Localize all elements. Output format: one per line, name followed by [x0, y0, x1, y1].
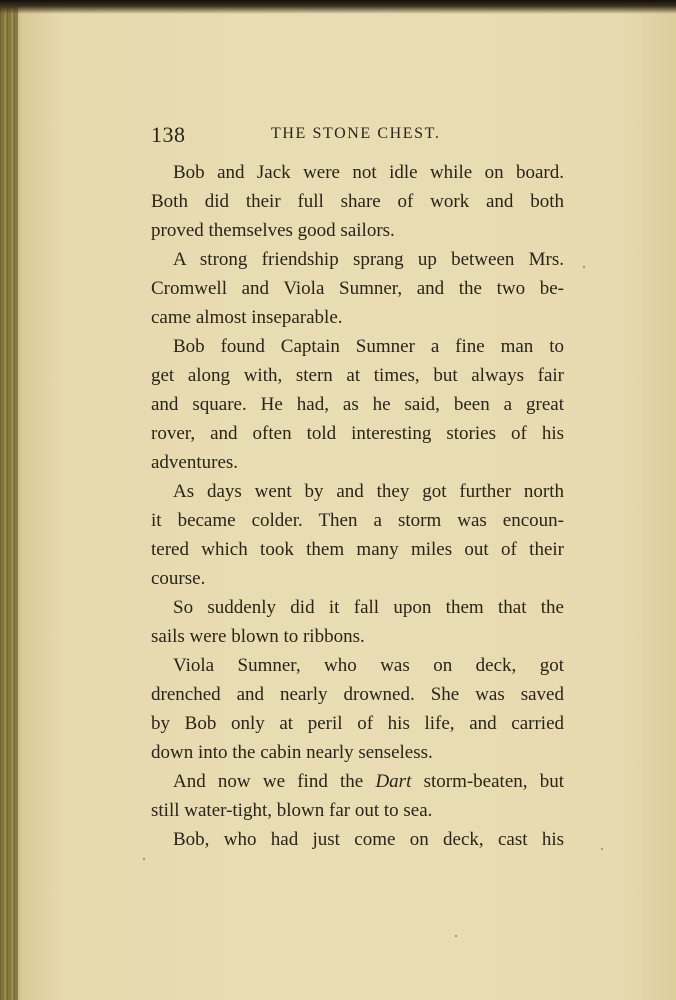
paper-speck	[143, 858, 145, 860]
text-line: tered which took them many miles out of their	[151, 539, 564, 560]
text-line: course.	[151, 568, 206, 589]
text-line: Bob and Jack were not idle while on board.	[173, 162, 564, 183]
text-line	[151, 767, 564, 796]
text-line: rover, and often told interesting stories of his	[151, 423, 564, 444]
text-line: came almost inseparable.	[151, 307, 343, 328]
text-line: Viola Sumner, who was on deck, got	[173, 655, 564, 676]
text-line: still water-tight, blown far out to sea.	[151, 800, 433, 821]
text-line: by Bob only at peril of his life, and carried	[151, 713, 564, 734]
text-line: adventures.	[151, 452, 239, 473]
paper-speck	[455, 935, 457, 937]
text-line: As days went by and they got further north	[173, 481, 564, 502]
text-line: Cromwell and Viola Sumner, and the two be-	[151, 278, 564, 299]
text-line: proved themselves good sailors.	[151, 220, 395, 241]
page-header	[151, 122, 564, 152]
text-line: sails were blown to ribbons.	[151, 626, 365, 647]
text-line: and square. He had, as he said, been a great	[151, 394, 564, 415]
text-fragment: And now we find the	[173, 771, 376, 792]
text-line: drenched and nearly drowned. She was saved	[151, 684, 564, 705]
paper-speck	[583, 266, 585, 268]
text-line: get along with, stern at times, but always fair	[151, 365, 564, 386]
text-line: Bob found Captain Sumner a fine man to	[173, 336, 564, 357]
paper-speck	[601, 848, 603, 850]
top-shadow-edge	[0, 0, 676, 14]
text-line: Bob, who had just come on deck, cast his	[173, 829, 564, 850]
ship-name-italic: Dart	[375, 771, 412, 792]
text-line: A strong friendship sprang up between Mrs.	[173, 249, 564, 270]
body-text	[151, 158, 564, 854]
text-line: So suddenly did it fall upon them that the	[173, 597, 564, 618]
text-line: Both did their full share of work and both	[151, 191, 564, 212]
text-line: it became colder. Then a storm was encoun-	[151, 510, 564, 531]
running-title: THE STONE CHEST.	[271, 125, 441, 142]
text-fragment: storm-beaten, but	[411, 771, 564, 792]
text-line: down into the cabin nearly senseless.	[151, 742, 433, 763]
book-spine-edge	[0, 0, 18, 1000]
page-number: 138	[151, 122, 186, 147]
